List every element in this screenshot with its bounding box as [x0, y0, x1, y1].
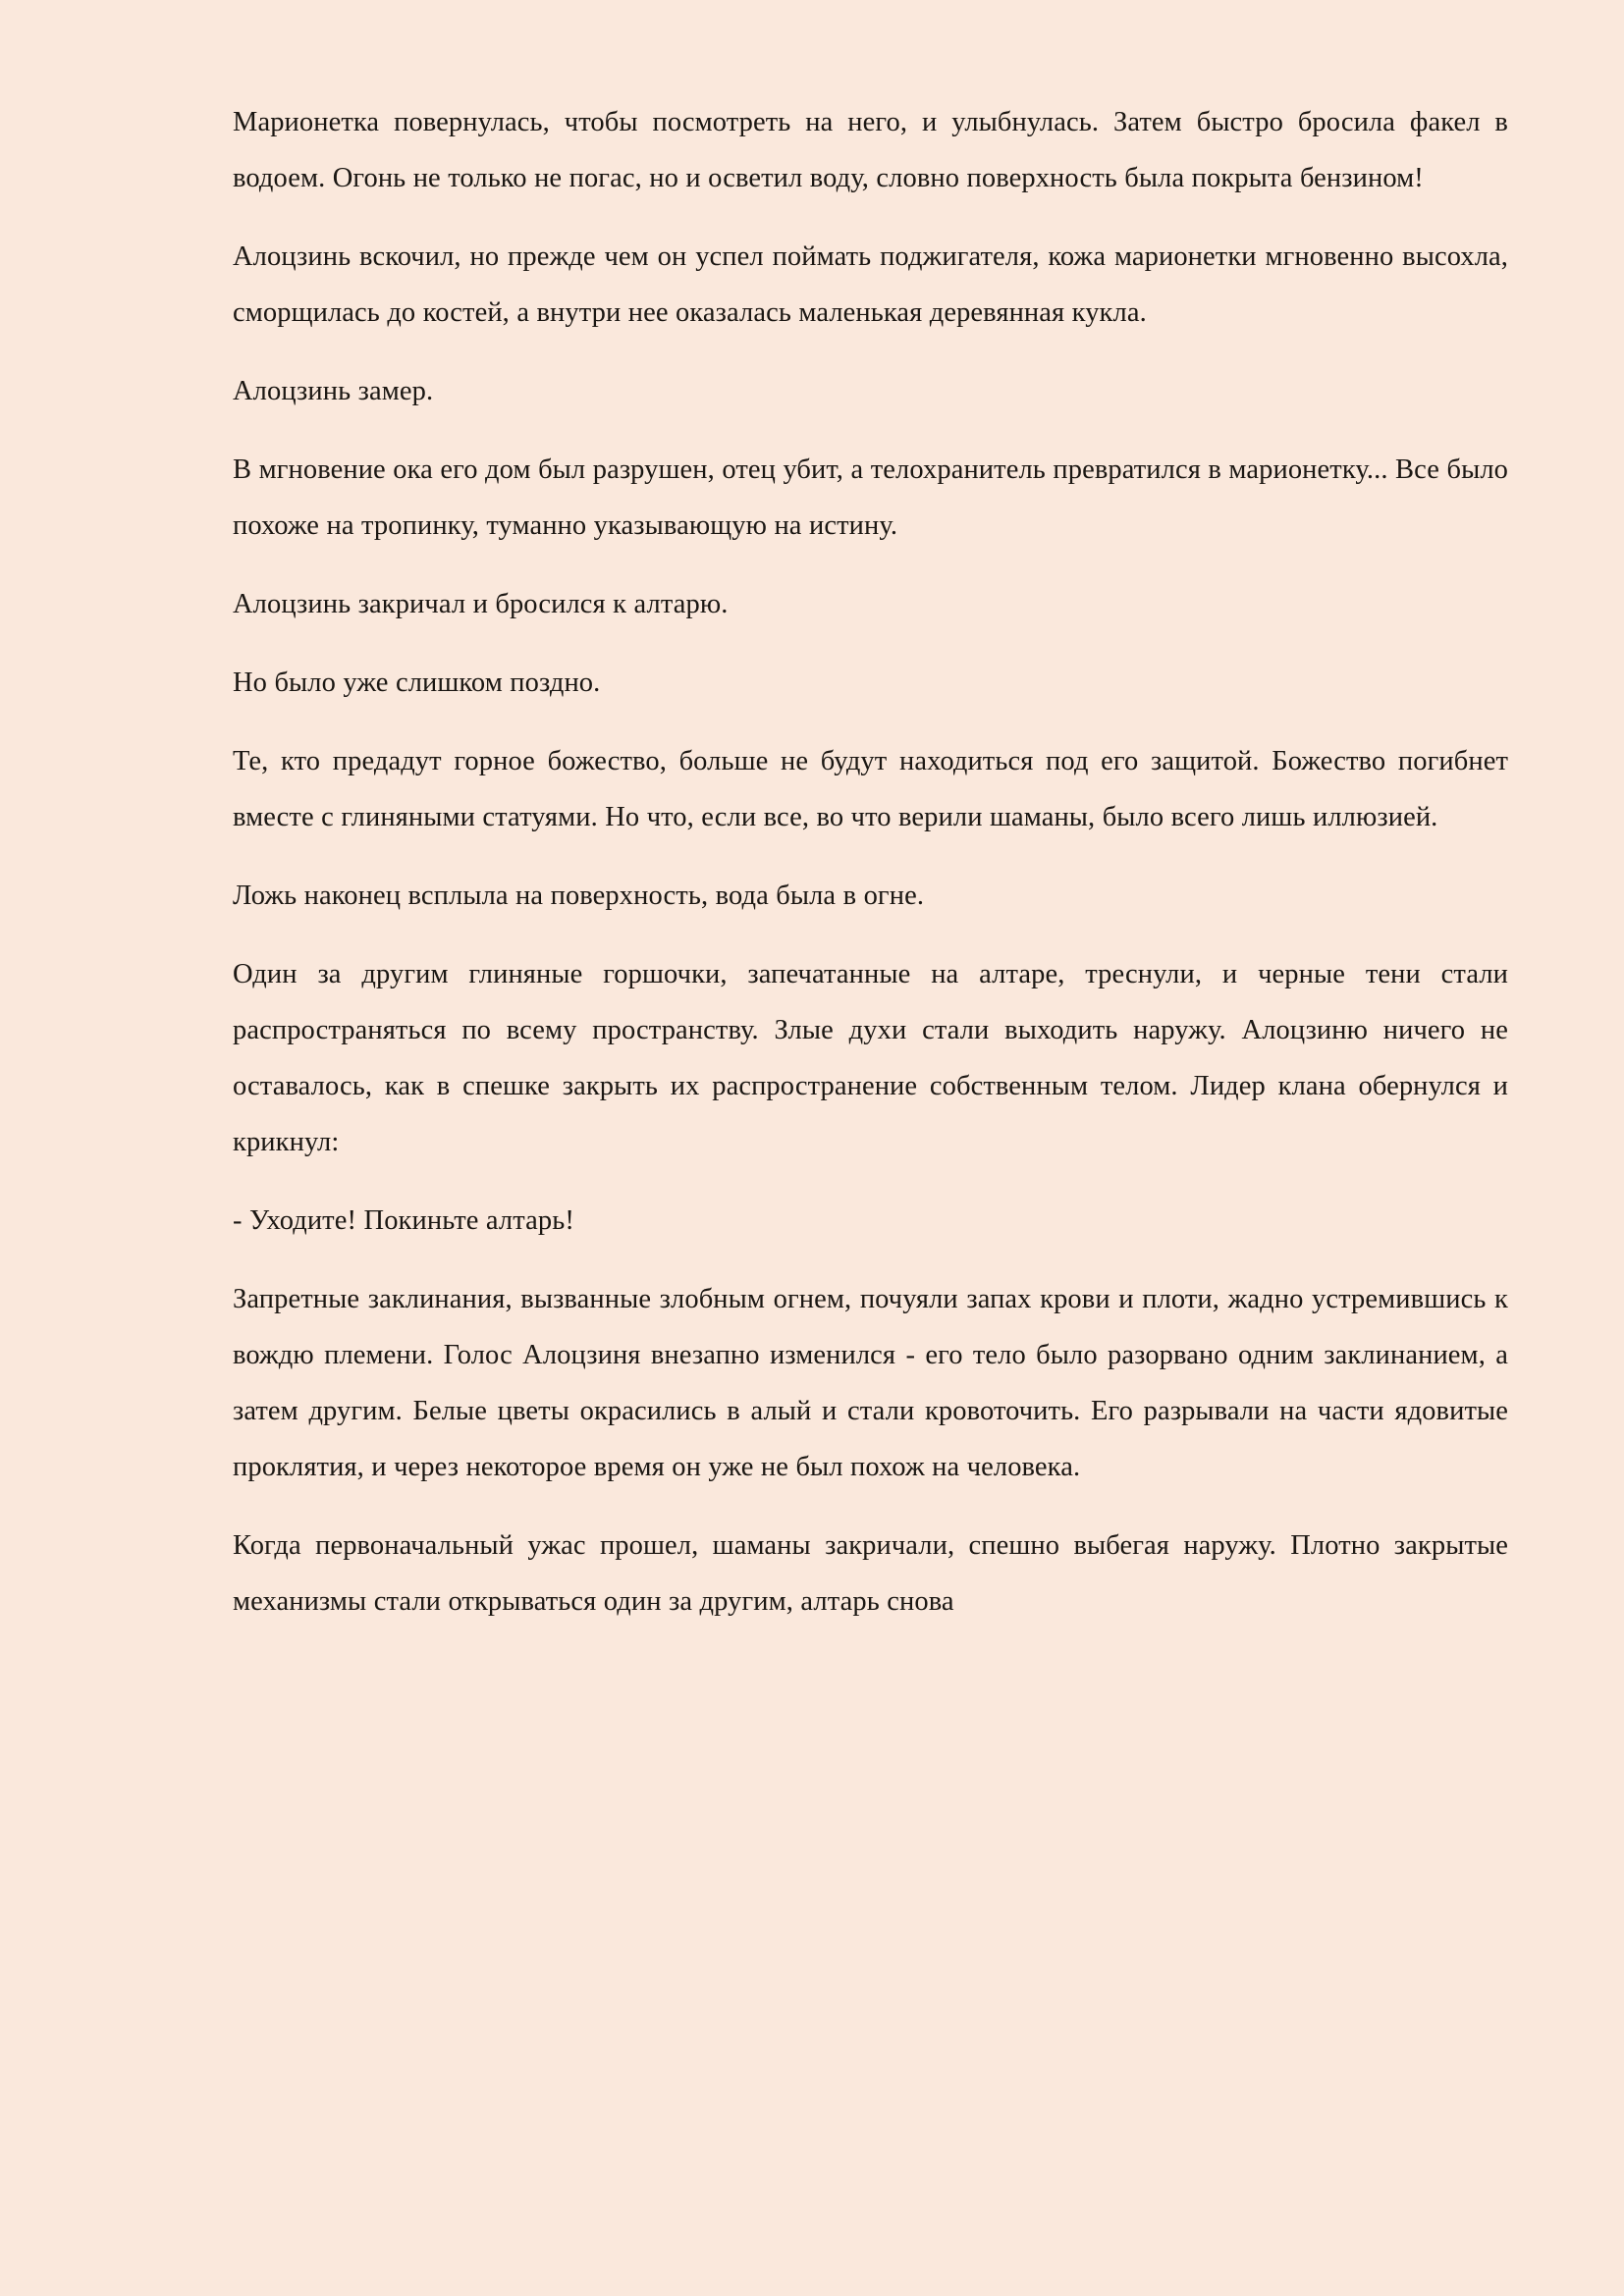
- paragraph: Марионетка повернулась, чтобы посмотреть на него, и улыбнулась. Затем быстро бросила факел в водоем. Огонь не только не погас, но и осветил воду, словно поверхность была покрыта бензином!: [233, 107, 1508, 193]
- paragraph: Алоцзинь вскочил, но прежде чем он успел поймать поджигателя, кожа марионетки мгновенно высохла, сморщилась до костей, а внутри нее оказалась маленькая деревянная кукла.: [233, 241, 1508, 328]
- paragraph: Те, кто предадут горное божество, больше не будут находиться под его защитой. Божество погибнет вместе с глиняными статуями. Но что, если все, во что верили шаманы, было всего лишь иллюзией.: [233, 746, 1508, 832]
- paragraph: Но было уже слишком поздно.: [233, 667, 601, 698]
- paragraph: Алоцзинь замер.: [233, 376, 434, 406]
- paragraph: Один за другим глиняные горшочки, запечатанные на алтаре, треснули, и черные тени стали распространяться по всему пространству. Злые духи стали выходить наружу. Алоцзиню ничего не оставалось, как в спешке закрыть их распространение собственным телом. Лидер клана обернулся и крикнул:: [233, 959, 1508, 1157]
- paragraph: Запретные заклинания, вызванные злобным огнем, почуяли запах крови и плоти, жадно устремившись к вождю племени. Голос Алоцзиня внезапно изменился - его тело было разорвано одним заклинанием, а затем другим. Белые цветы окрасились в алый и стали кровоточить. Его разрывали на части ядовитые проклятия, и через некоторое время он уже не был похож на человека.: [233, 1284, 1508, 1482]
- paragraph: Ложь наконец всплыла на поверхность, вода была в огне.: [233, 881, 925, 911]
- paragraph: В мгновение ока его дом был разрушен, отец убит, а телохранитель превратился в марионетку... Все было похоже на тропинку, туманно указывающую на истину.: [233, 454, 1508, 541]
- text-column: [233, 94, 1508, 2050]
- paragraph: - Уходите! Покиньте алтарь!: [233, 1205, 574, 1236]
- paragraph: Когда первоначальный ужас прошел, шаманы закричали, спешно выбегая наружу. Плотно закрытые механизмы стали открываться один за другим, алтарь снова: [233, 1530, 1508, 1617]
- paragraph: Алоцзинь закричал и бросился к алтарю.: [233, 589, 729, 619]
